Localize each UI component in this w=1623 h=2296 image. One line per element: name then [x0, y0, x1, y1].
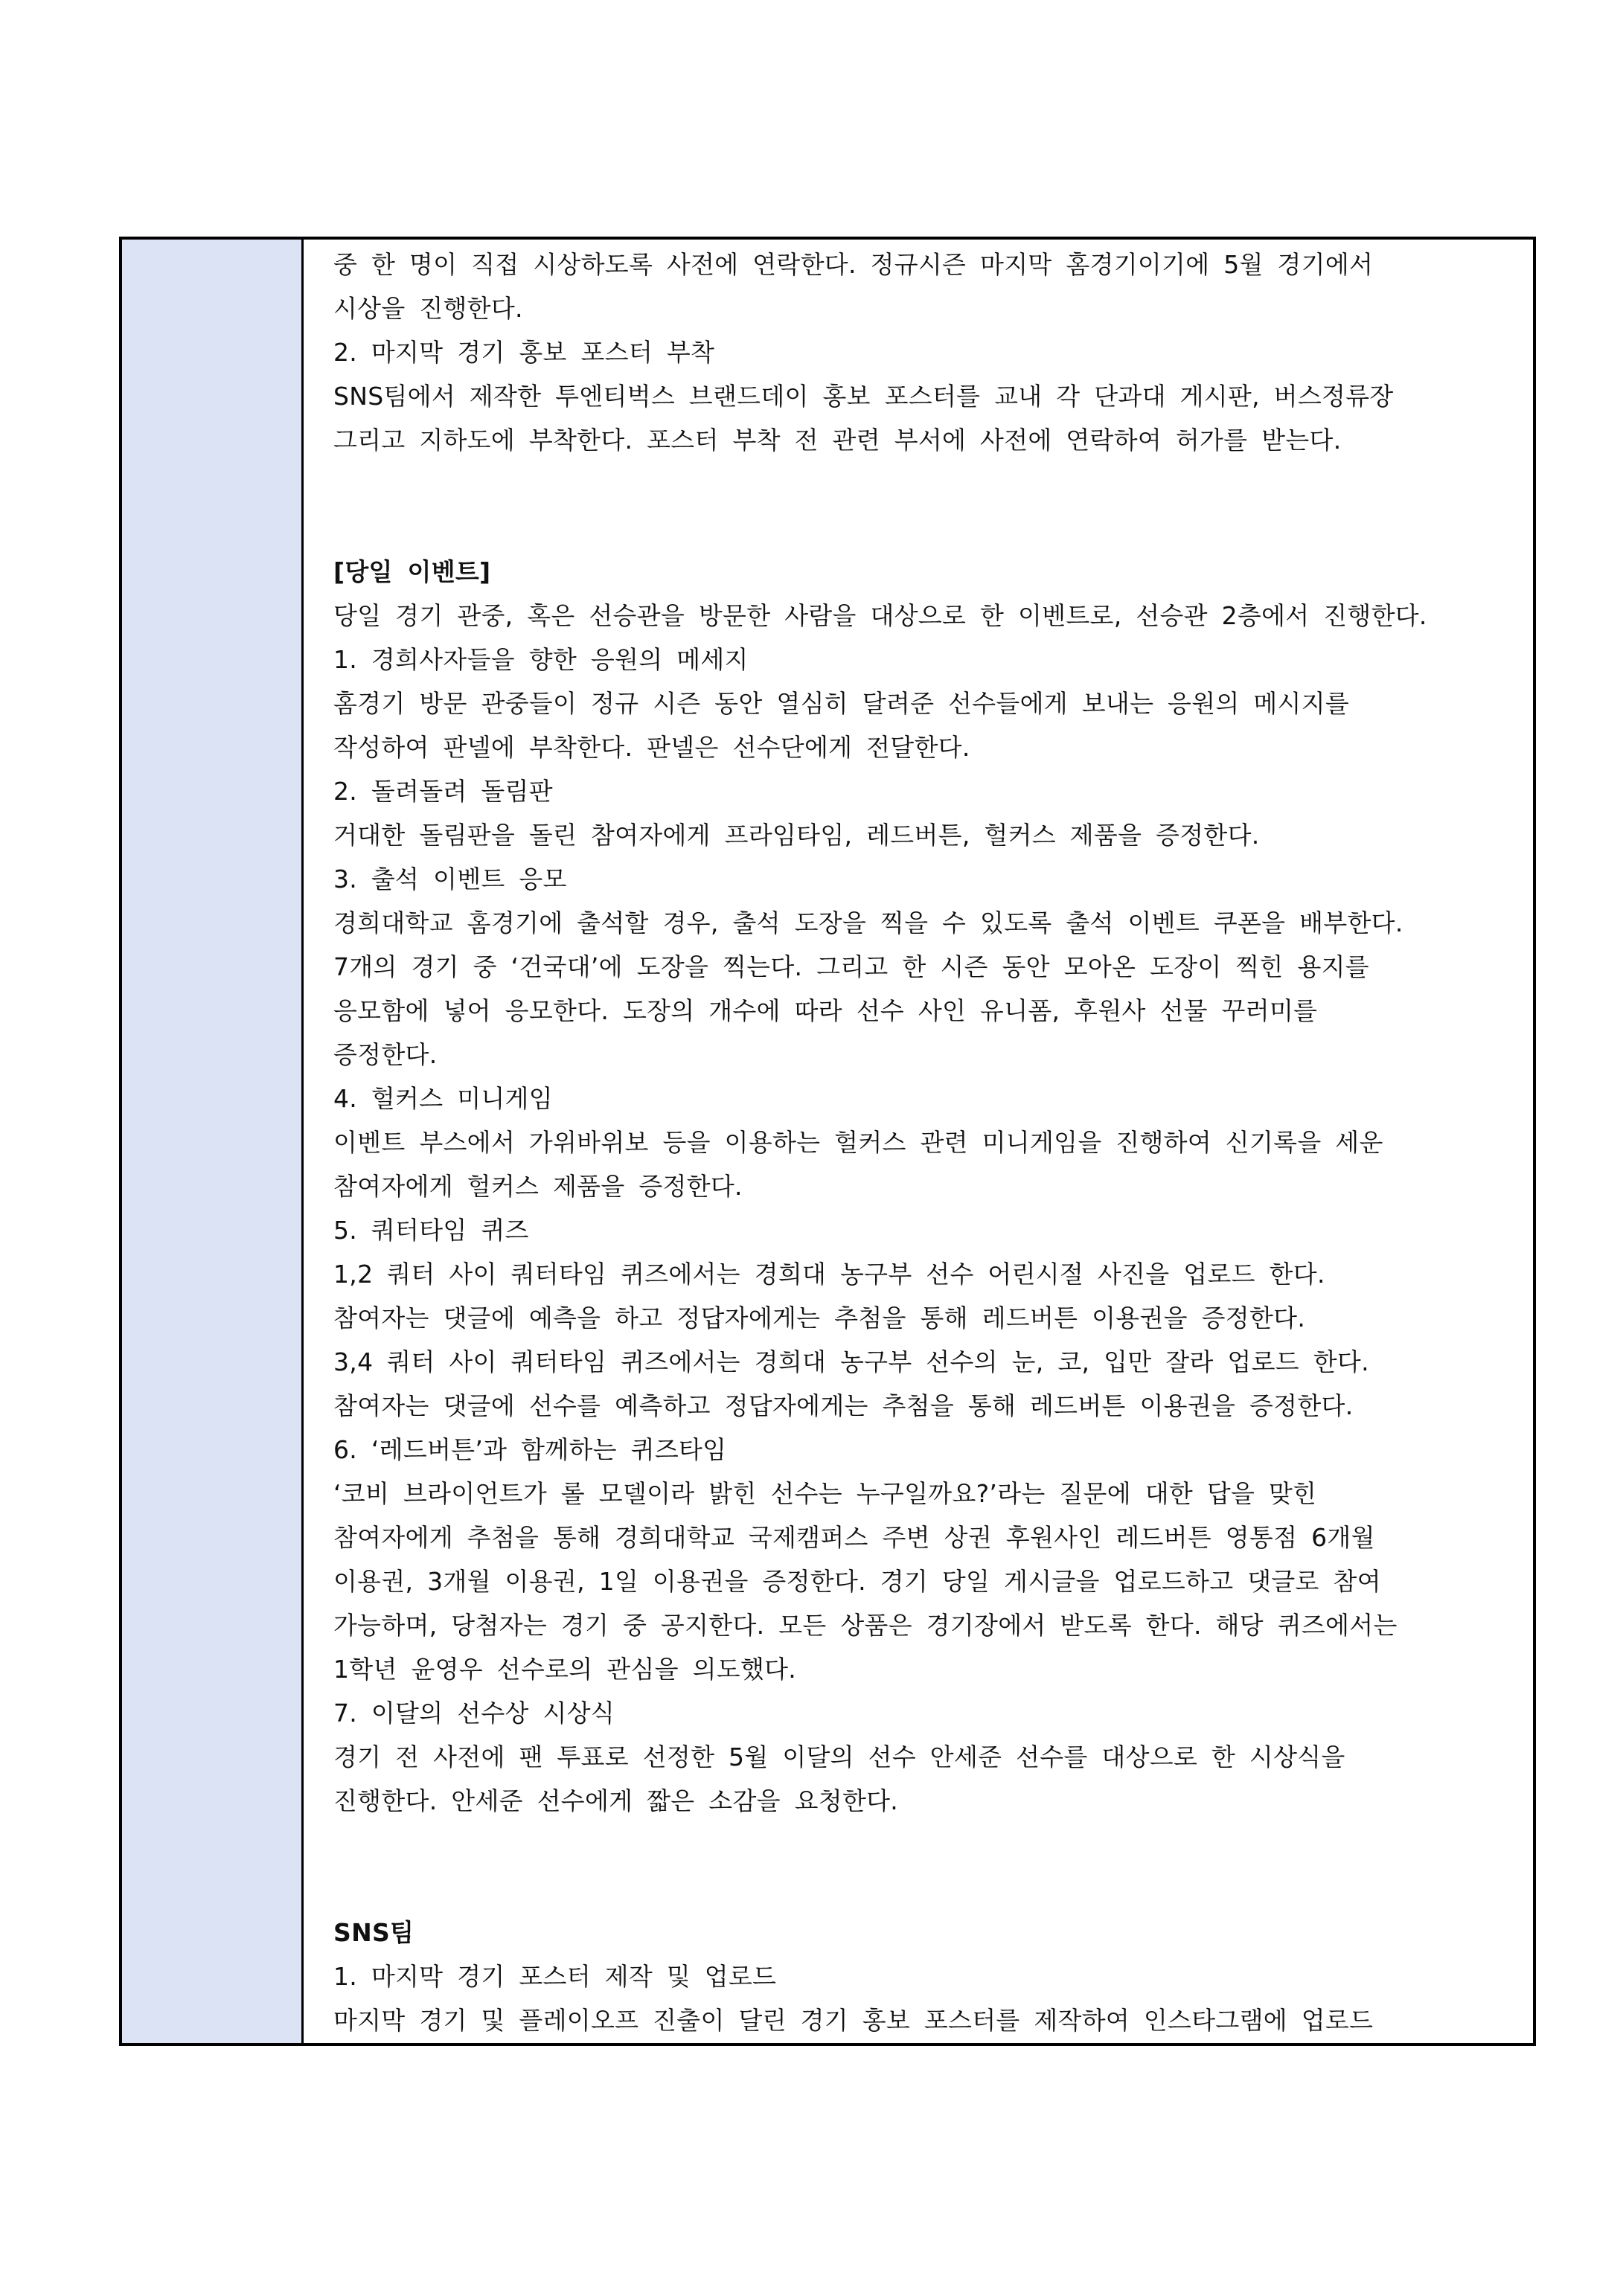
text-line: 작성하여 판넬에 부착한다. 판넬은 선수단에게 전달한다. — [333, 733, 970, 762]
spacer — [333, 1823, 1533, 1911]
text-line: 경기 전 사전에 팬 투표로 선정한 5월 이달의 선수 안세준 선수를 대상으로 한 시상식을 — [333, 1742, 1345, 1771]
text-line: 참여자에게 헐커스 제품을 증정한다. — [333, 1172, 743, 1201]
paragraph-group-intro — [333, 243, 1533, 462]
list-item-title: 6. ‘레드버튼’과 함께하는 퀴즈타임 — [333, 1435, 727, 1464]
text-line: SNS팀에서 제작한 투엔티벅스 브랜드데이 홍보 포스터를 교내 각 단과대 게시판, 버스정류장 — [333, 382, 1394, 411]
spacer — [333, 462, 1533, 550]
text-line: 그리고 지하도에 부착한다. 포스터 부착 전 관련 부서에 사전에 연락하여 허가를 받는다. — [333, 426, 1342, 455]
text-line: 가능하며, 당첨자는 경기 중 공지한다. 모든 상품은 경기장에서 받도록 한다. 해당 퀴즈에서는 — [333, 1611, 1398, 1640]
list-item-title: 5. 쿼터타임 퀴즈 — [333, 1216, 529, 1245]
section-heading-event: [당일 이벤트] — [333, 557, 491, 586]
paragraph-group-event — [333, 594, 1533, 1823]
text-line: 진행한다. 안세준 선수에게 짧은 소감을 요청한다. — [333, 1786, 899, 1815]
list-item-title: 4. 헐커스 미니게임 — [333, 1084, 553, 1113]
text-line: 참여자에게 추첨을 통해 경희대학교 국제캠퍼스 주변 상권 후원사인 레드버튼 영통점 6개월 — [333, 1523, 1375, 1552]
table-label-cell — [122, 240, 304, 2043]
text-line: ‘코비 브라이언트가 롤 모델이라 밝힌 선수는 누구일까요?’라는 질문에 대한 답을 맞힌 — [333, 1479, 1317, 1508]
text-line: 3,4 쿼터 사이 쿼터타임 퀴즈에서는 경희대 농구부 선수의 눈, 코, 입만 잘라 업로드 한다. — [333, 1347, 1369, 1376]
list-item-title: 2. 돌려돌려 돌림판 — [333, 777, 553, 806]
list-item-title: 1. 경희사자들을 향한 응원의 메세지 — [333, 645, 749, 674]
text-line: 홈경기 방문 관중들이 정규 시즌 동안 열심히 달려준 선수들에게 보내는 응원의 메시지를 — [333, 689, 1350, 718]
text-line: 이용권, 3개월 이용권, 1일 이용권을 증정한다. 경기 당일 게시글을 업로드하고 댓글로 참여 — [333, 1567, 1381, 1596]
text-line: 응모함에 넣어 응모한다. 도장의 개수에 따라 선수 사인 유니폼, 후원사 선물 꾸러미를 — [333, 996, 1318, 1025]
text-line: 중 한 명이 직접 시상하도록 사전에 연락한다. 정규시즌 마지막 홈경기이기에 5월 경기에서 — [333, 250, 1374, 279]
text-line: 1,2 쿼터 사이 쿼터타임 퀴즈에서는 경희대 농구부 선수 어린시절 사진을 업로드 한다. — [333, 1260, 1325, 1289]
text-line: 참여자는 댓글에 예측을 하고 정답자에게는 추첨을 통해 레드버튼 이용권을 증정한다. — [333, 1303, 1306, 1333]
section-heading-sns: SNS팀 — [333, 1918, 414, 1947]
list-item-title: 7. 이달의 선수상 시상식 — [333, 1699, 615, 1728]
list-item-title: 2. 마지막 경기 홍보 포스터 부착 — [333, 338, 715, 367]
table-content-cell — [304, 240, 1533, 2043]
document-table — [119, 237, 1536, 2046]
text-line: 증정한다. — [333, 1040, 438, 1069]
text-line: 거대한 돌림판을 돌린 참여자에게 프라임타임, 레드버튼, 헐커스 제품을 증정한다. — [333, 821, 1260, 850]
text-line: 이벤트 부스에서 가위바위보 등을 이용하는 헐커스 관련 미니게임을 진행하여 신기록을 세운 — [333, 1128, 1383, 1157]
list-item-title: 1. 마지막 경기 포스터 제작 및 업로드 — [333, 1962, 777, 1991]
text-line: 마지막 경기 및 플레이오프 진출이 달린 경기 홍보 포스터를 제작하여 인스타그램에 업로드 — [333, 2006, 1374, 2035]
paragraph-group-sns — [333, 1955, 1533, 2042]
text-line: 당일 경기 관중, 혹은 선승관을 방문한 사람을 대상으로 한 이벤트로, 선승관 2층에서 진행한다. — [333, 601, 1427, 630]
text-line: 참여자는 댓글에 선수를 예측하고 정답자에게는 추첨을 통해 레드버튼 이용권을 증정한다. — [333, 1391, 1354, 1420]
list-item-title: 3. 출석 이벤트 응모 — [333, 865, 567, 894]
text-line: 시상을 진행한다. — [333, 294, 523, 323]
text-line: 7개의 경기 중 ‘건국대’에 도장을 찍는다. 그리고 한 시즌 동안 모아온 도장이 찍힌 용지를 — [333, 952, 1369, 981]
text-line: 경희대학교 홈경기에 출석할 경우, 출석 도장을 찍을 수 있도록 출석 이벤트 쿠폰을 배부한다. — [333, 908, 1403, 937]
text-line: 1학년 윤영우 선수로의 관심을 의도했다. — [333, 1655, 797, 1684]
